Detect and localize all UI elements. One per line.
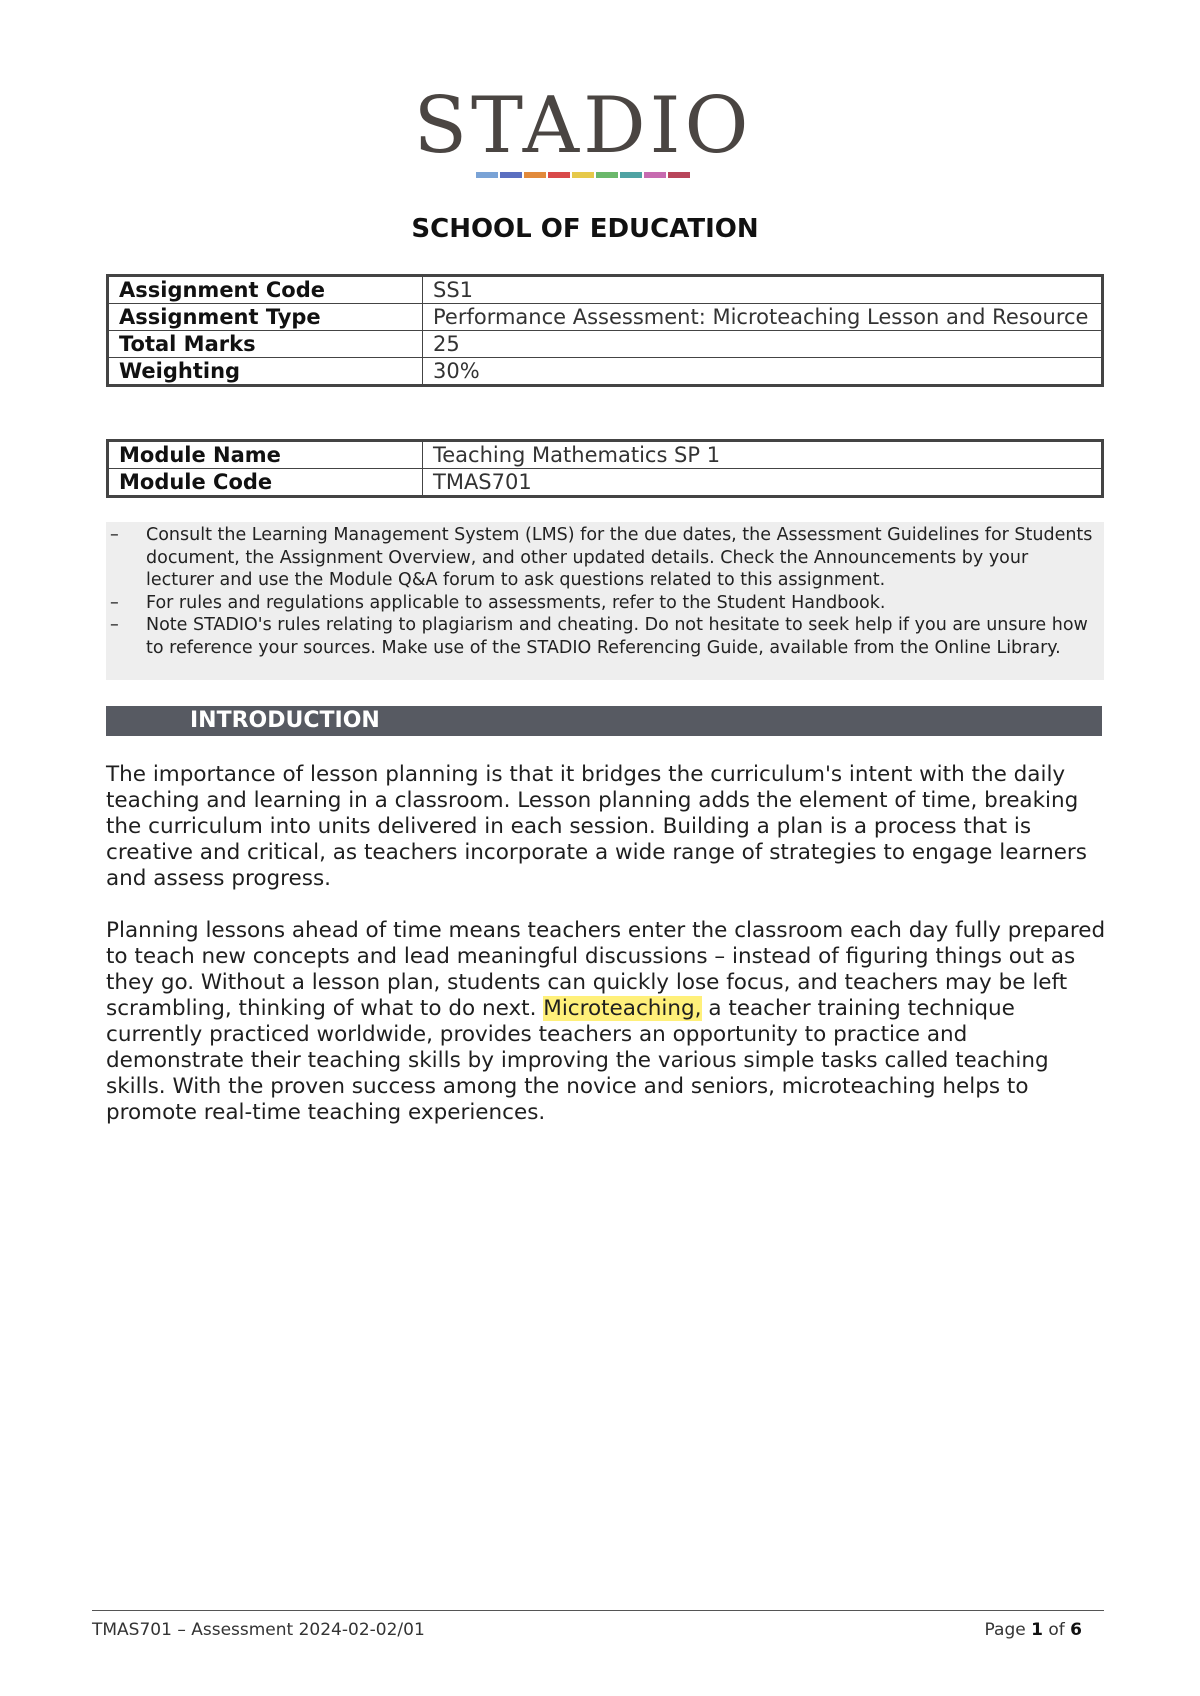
module-code-label: Module Code (108, 469, 423, 497)
bullet-dash: – (110, 525, 119, 545)
footer-document-reference: TMAS701 – Assessment 2024-02-02/01 (92, 1620, 425, 1640)
list-item (106, 614, 1104, 659)
current-page: 1 (1031, 1620, 1043, 1640)
logo-color-bar (405, 172, 761, 178)
footer-divider (92, 1610, 1104, 1611)
paragraph-text: Planning lessons ahead of time means teachers enter the classroom each day fully prepared to teach new concepts and lead meaningful discussions – instead of figuring things out as they go. Without a lesson plan, students can quickly lose focus, and teachers may be left scrambling, thinking of what to do next. (106, 918, 1106, 1021)
assignment-code-value: SS1 (423, 276, 1103, 304)
logo-wordmark: STADIO (413, 81, 753, 171)
introduction-heading: INTRODUCTION (190, 708, 380, 733)
module-name-label: Module Name (108, 441, 423, 469)
guideline-text: For rules and regulations applicable to assessments, refer to the Student Handbook. (146, 592, 886, 613)
total-marks-value: 25 (423, 331, 1103, 358)
assignment-type-value: Performance Assessment: Microteaching Lesson and Resource (423, 304, 1103, 331)
logo-bar-segment (644, 172, 666, 178)
guidelines-list (106, 524, 1104, 659)
highlighted-term: Microteaching, (543, 996, 702, 1021)
guideline-text: Note STADIO's rules relating to plagiarism and cheating. Do not hesitate to seek help if you are unsure how to reference your sources. Make use of the STADIO Referencing Guide, available from the Online Library. (146, 615, 1088, 658)
table-row (108, 331, 1103, 358)
module-code-value: TMAS701 (423, 469, 1103, 497)
table-row (108, 276, 1103, 304)
list-item (106, 524, 1104, 592)
module-details-table (106, 439, 1104, 498)
logo-bar-segment (476, 172, 498, 178)
list-item (106, 592, 1104, 615)
table-row (108, 441, 1103, 469)
logo-bar-segment (548, 172, 570, 178)
weighting-label: Weighting (108, 358, 423, 386)
assignment-code-label: Assignment Code (108, 276, 423, 304)
school-title: SCHOOL OF EDUCATION (411, 214, 759, 244)
total-marks-label: Total Marks (108, 331, 423, 358)
table-row (108, 469, 1103, 497)
logo-bar-segment (572, 172, 594, 178)
guideline-text: Consult the Learning Management System (LMS) for the due dates, the Assessment Guidelines for Students document, the Assignment Overview, and other updated details. Check the Announcements by your lecturer and use the Module Q&A forum to ask questions related to this assignment. (146, 525, 1093, 590)
introduction-paragraph-2 (106, 918, 1106, 1126)
paragraph-text: a teacher training technique currently practiced worldwide, provides teachers an opportunity to practice and demonstrate their teaching skills by improving the various simple tasks called teaching skills. With the proven success among the novice and seniors, microteaching helps to promote real-time teaching experiences. (106, 996, 1049, 1125)
assessment-guidelines-box (106, 522, 1104, 680)
logo-bar-segment (620, 172, 642, 178)
assignment-type-label: Assignment Type (108, 304, 423, 331)
page-label: Page (984, 1620, 1026, 1640)
assignment-details-table (106, 274, 1104, 387)
logo-bar-segment (668, 172, 690, 178)
logo-bar-segment (524, 172, 546, 178)
total-pages: 6 (1070, 1620, 1082, 1640)
logo-bar-segment (500, 172, 522, 178)
page-of-label: of (1048, 1620, 1065, 1640)
table-row (108, 304, 1103, 331)
bullet-dash: – (110, 592, 119, 613)
module-name-value: Teaching Mathematics SP 1 (423, 441, 1103, 469)
page-number (985, 1620, 1082, 1640)
stadio-logo (405, 81, 761, 184)
bullet-dash: – (110, 615, 119, 635)
introduction-heading-bar (106, 706, 1102, 736)
table-row (108, 358, 1103, 386)
logo-bar-segment (596, 172, 618, 178)
introduction-paragraph-1: The importance of lesson planning is that it bridges the curriculum's intent with the daily teaching and learning in a classroom. Lesson planning adds the element of time, breaking the curriculum into units delivered in each session. Building a plan is a process that is creative and critical, as teachers incorporate a wide range of strategies to engage learners and assess progress. (106, 762, 1087, 891)
weighting-value: 30% (423, 358, 1103, 386)
